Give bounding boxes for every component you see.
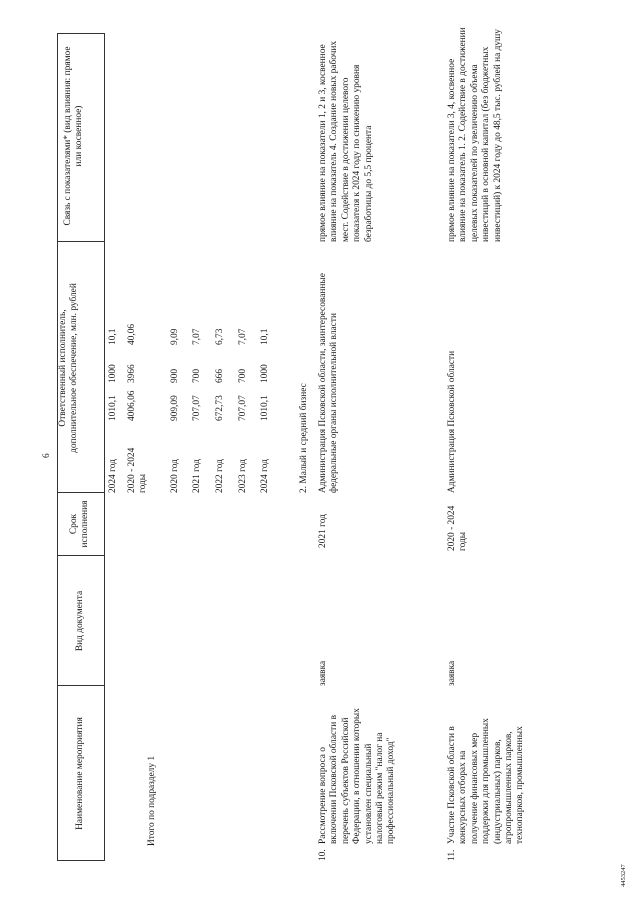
row-term: 2020 - 2024 годы — [447, 505, 469, 551]
funding-regional: 9,09 — [170, 328, 180, 345]
row-name: Рассмотрение вопроса о включении Псковской области в перечень субъектов Российской Федерации, в отношении которых установлен специальный налоговый режим "налог на профессиональный доход" — [318, 708, 397, 844]
subtotal-label: Итого по подразделу 1 — [147, 755, 157, 846]
funding-federal: 3966 — [127, 364, 137, 383]
funding-regional: 7,07 — [238, 328, 248, 345]
row-name: Участие Псковской области в конкурсных отборах на получение финансовых мер поддержки для промышленных (индустриальных) парков, агропромышленных парков, технопарков, промышленных — [447, 718, 526, 844]
funding-total: 707,07 — [192, 395, 202, 421]
header-bottom-border — [104, 34, 105, 861]
funding-federal: 1000 — [108, 364, 118, 383]
footer-code: 4453247 — [620, 864, 627, 887]
row-term: 2021 год — [318, 514, 328, 548]
funding-total: 1010,1 — [108, 395, 118, 421]
funding-federal: 900 — [170, 368, 180, 383]
funding-total: 707,07 — [238, 395, 248, 421]
funding-federal: 666 — [215, 368, 225, 383]
funding-federal: 700 — [238, 368, 248, 383]
funding-regional: 7,07 — [192, 328, 202, 345]
funding-year: 2020 - 2024 годы — [127, 447, 149, 493]
funding-federal: 700 — [192, 368, 202, 383]
row-relation: прямое влияние на показатели 3, 4, косвенное влияние на показатель 1. 2. Содействие в достижении целевых показателей по увеличению объема инвестиций в основной капитал (без бюджетных инвестиций) к 2024 году до 48,5 тыс. рублей на душу — [447, 27, 503, 242]
funding-year: 2023 год — [238, 459, 248, 493]
col-border-3 — [57, 492, 105, 493]
header-executor: Ответственный исполнитель, дополнительное обеспечение, млн. рублей — [58, 283, 80, 453]
col-border-4 — [57, 241, 105, 242]
row-relation: прямое влияние на показатели 1, 2 и 3, косвенное влияние на показатель 4. Создание новых рабочих мест. Содействие в достижении целевого показателя к 2024 году по снижению уровня безработицы до 5,5 процента — [318, 40, 374, 242]
funding-regional: 10,1 — [260, 328, 270, 345]
row-number: 10. — [318, 849, 328, 861]
funding-total: 4006,06 — [127, 390, 137, 421]
page-number: 6 — [42, 453, 52, 458]
row-number: 11. — [447, 849, 457, 861]
funding-year: 2020 год — [170, 459, 180, 493]
funding-total: 909,09 — [170, 395, 180, 421]
funding-regional: 6,73 — [215, 328, 225, 345]
row-doc-type: заявка — [318, 660, 328, 686]
header-doc-type: Вид документа — [75, 590, 85, 652]
funding-regional: 10,1 — [108, 328, 118, 345]
header-term: Срок исполнения — [69, 500, 91, 548]
funding-year: 2024 год — [260, 459, 270, 493]
row-executor: Администрация Псковской области — [447, 350, 457, 493]
header-relation: Связь с показателями* (вид влияния: прямое или косвенное) — [63, 46, 85, 226]
funding-year: 2024 год — [108, 459, 118, 493]
funding-year: 2022 год — [215, 459, 225, 493]
row-doc-type: заявка — [447, 660, 457, 686]
header-name: Наименование мероприятия — [75, 717, 85, 830]
funding-total: 672,73 — [215, 395, 225, 421]
funding-total: 1010,1 — [260, 395, 270, 421]
col-border-5 — [57, 33, 105, 34]
row-executor: Администрация Псковской области, заинтересованные федеральные органы исполнительной власти — [318, 273, 340, 493]
funding-regional: 40,06 — [127, 323, 137, 345]
section-title: 2. Малый и средний бизнес — [299, 383, 309, 493]
funding-year: 2021 год — [192, 459, 202, 493]
funding-federal: 1000 — [260, 364, 270, 383]
